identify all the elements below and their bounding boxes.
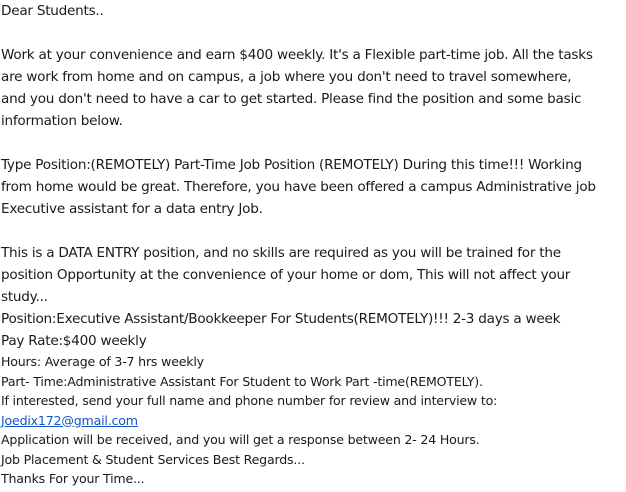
paragraph-line: Type Position:(REMOTELY) Part-Time Job Position (REMOTELY) During this time!!! Working	[1, 157, 582, 173]
paragraph-line: information below.	[1, 113, 123, 129]
paragraph-line: This is a DATA ENTRY position, and no skills are required as you will be trained for the	[1, 245, 561, 261]
spacer	[1, 22, 625, 44]
application-line: Application will be received, and you will get a response between 2- 24 Hours.	[1, 432, 480, 447]
pay-rate-line: Pay Rate:$400 weekly	[1, 333, 147, 349]
paragraph-line: and you don't need to have a car to get started. Please find the position and some basic	[1, 91, 582, 107]
paragraph-line: Work at your convenience and earn $400 weekly. It's a Flexible part-time job. All the tasks	[1, 47, 593, 63]
position-line: Position:Executive Assistant/Bookkeeper For Students(REMOTELY)!!! 2-3 days a week	[1, 311, 561, 327]
hours-line: Hours: Average of 3-7 hrs weekly	[1, 354, 204, 369]
thanks-line: Thanks For your Time...	[1, 471, 145, 486]
email-line	[1, 411, 625, 431]
paragraph-line: position Opportunity at the convenience of your home or dom, This will not affect your	[1, 267, 571, 283]
greeting: Dear Students..	[1, 3, 104, 19]
interest-line: If interested, send your full name and phone number for review and interview to:	[1, 393, 498, 408]
paragraph-line: Executive assistant for a data entry Job.	[1, 201, 263, 217]
spacer	[1, 220, 625, 242]
paragraph-line: from home would be great. Therefore, you have been offered a campus Administrative job	[1, 179, 596, 195]
paragraph-line: are work from home and on campus, a job where you don't need to travel somewhere,	[1, 69, 572, 85]
email-body	[1, 0, 625, 489]
paragraph-line: study...	[1, 289, 48, 305]
part-time-line: Part- Time:Administrative Assistant For Student to Work Part -time(REMOTELY).	[1, 373, 483, 389]
email-link[interactable]: Joedix172@gmail.com	[1, 412, 138, 428]
placement-line: Job Placement & Student Services Best Regards...	[1, 451, 305, 467]
spacer	[1, 132, 625, 154]
